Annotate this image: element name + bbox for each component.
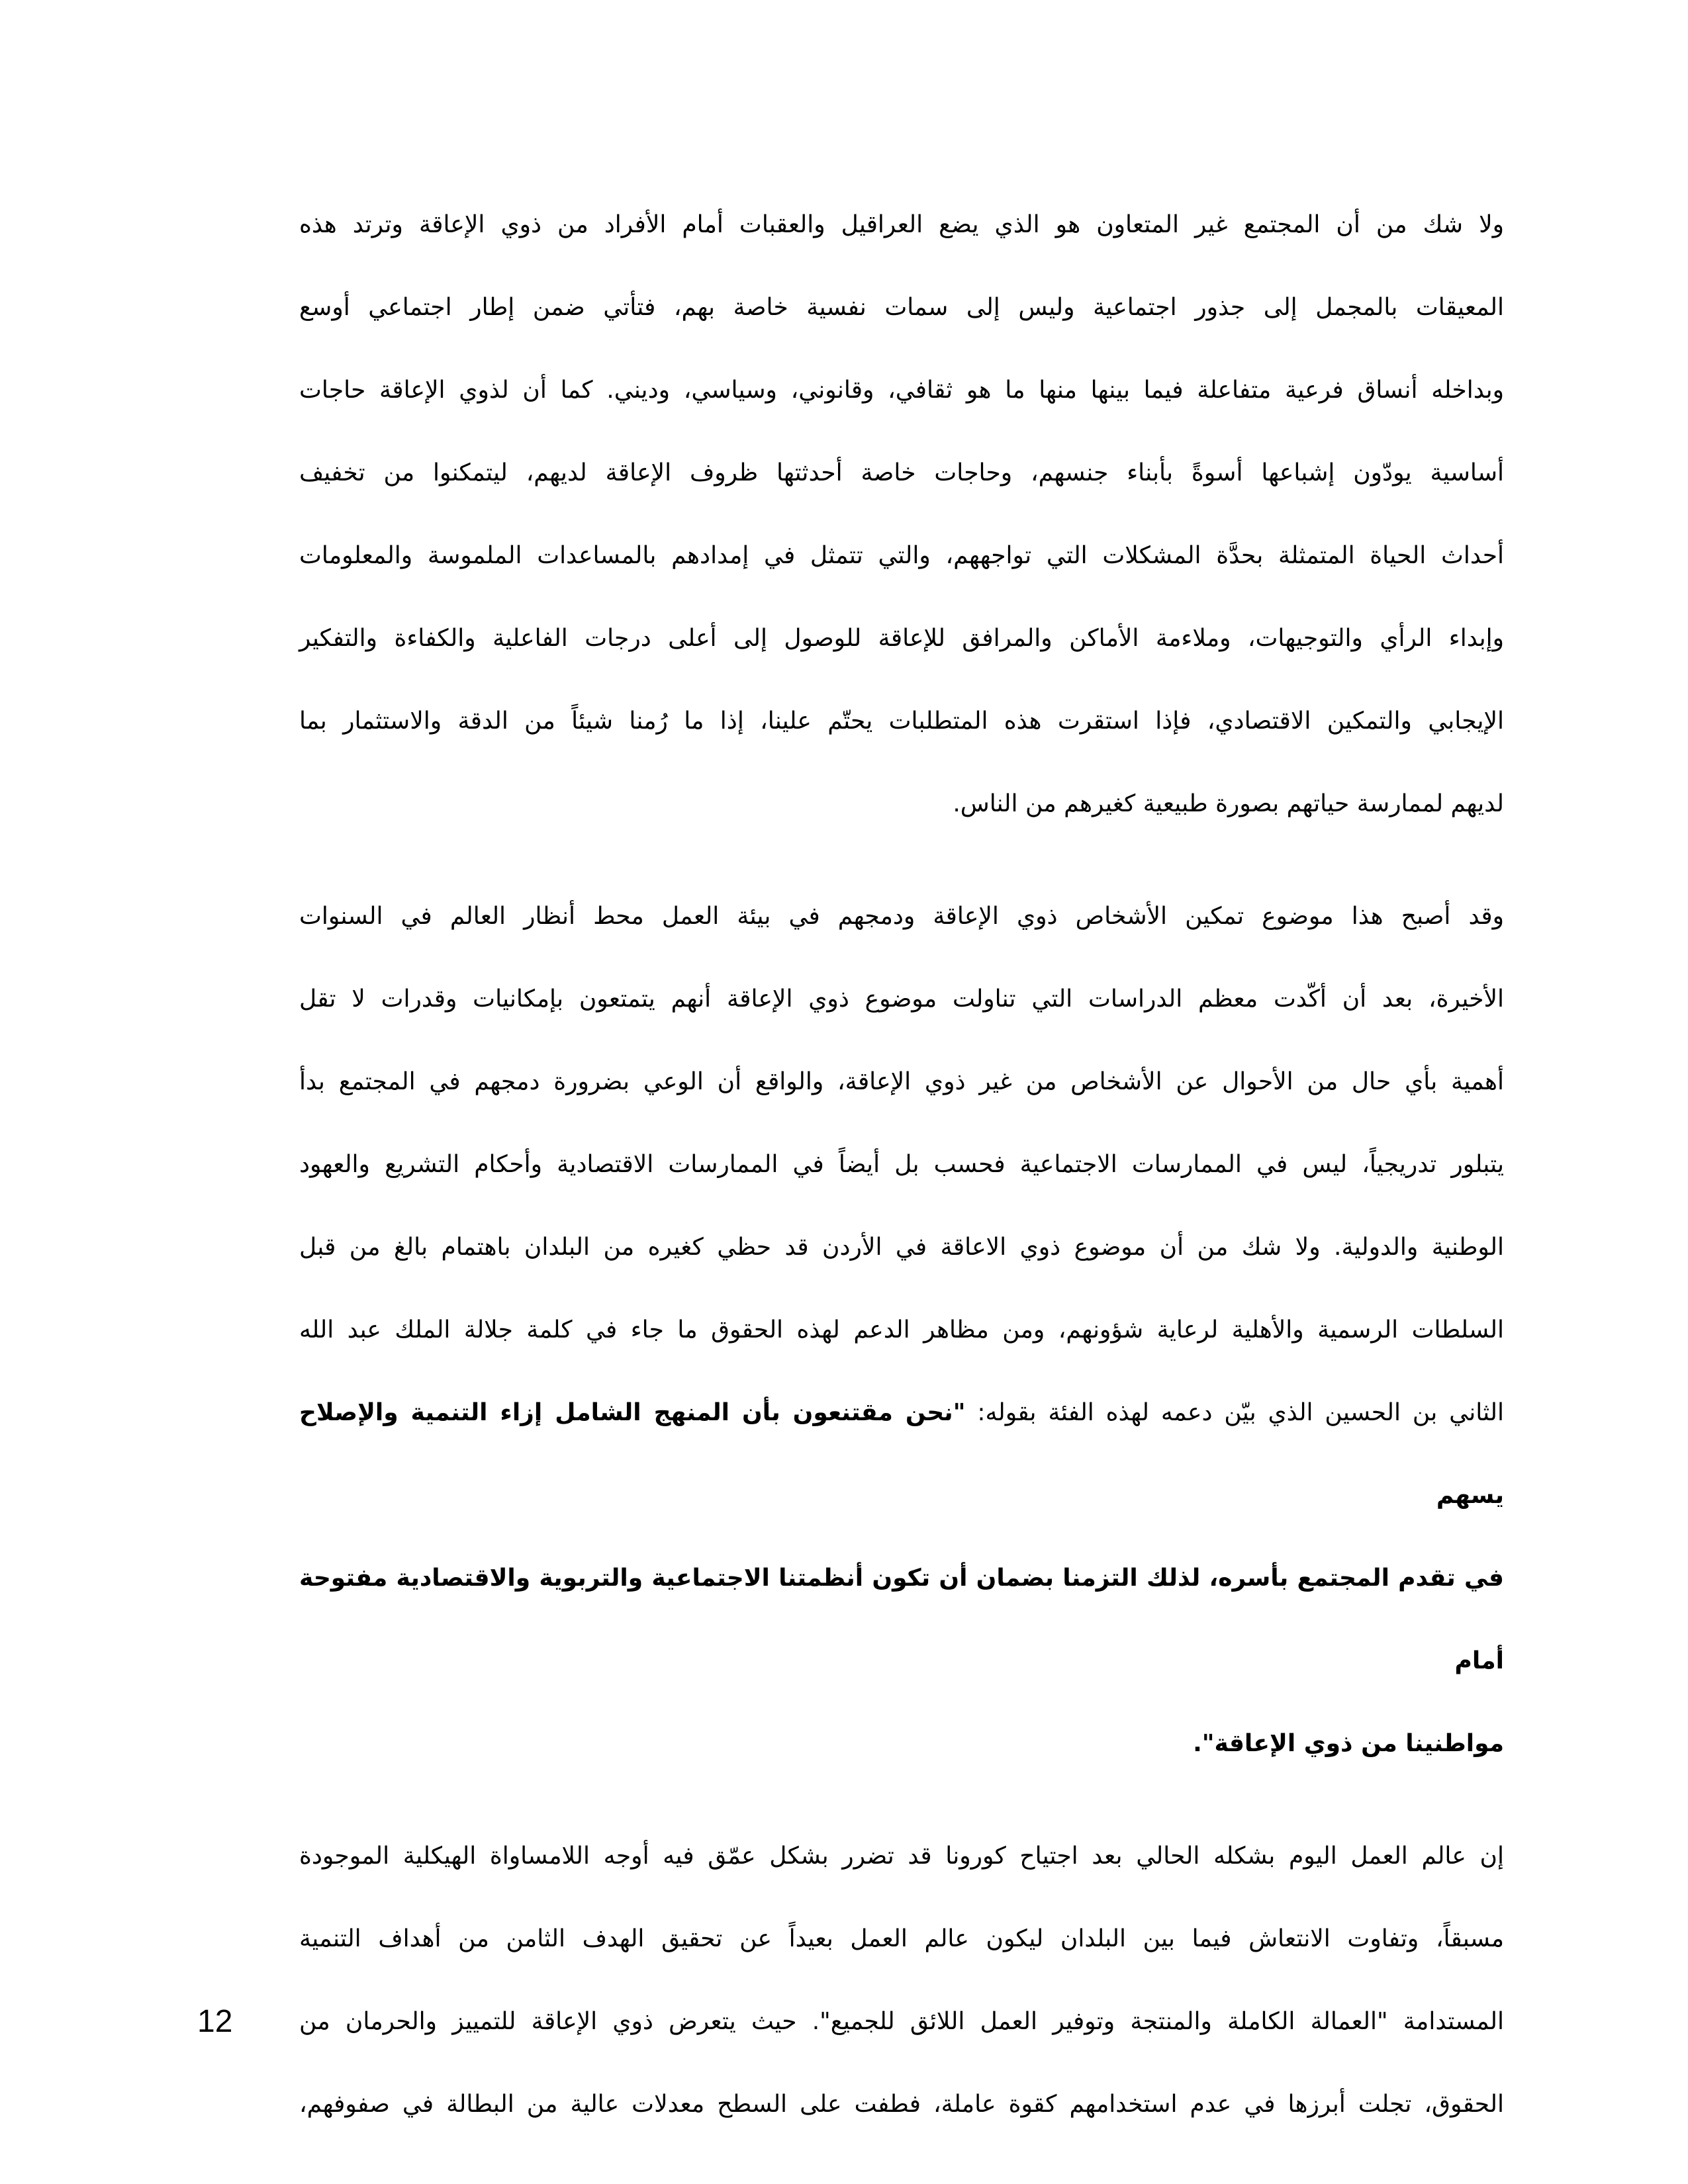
text-segment: المستدامة "العمالة الكاملة والمنتجة وتوفير العمل اللائق للجميع". حيث يتعرض ذوي الإعاقة للتمييز والحرمان من [299, 2008, 1504, 2035]
text-line [299, 875, 1504, 958]
text-line [299, 1123, 1504, 1206]
text-segment: المعيقات بالمجمل إلى جذور اجتماعية وليس إلى سمات نفسية خاصة بهم، فتأتي ضمن إطار اجتماعي أوسع [299, 294, 1504, 321]
text-segment: الإيجابي والتمكين الاقتصادي، فإذا استقرت هذه المتطلبات يحتّم علينا، إذا ما رُمنا شيئاً من الدقة والاستثمار بما [299, 707, 1504, 735]
text-segment: السلطات الرسمية والأهلية لرعاية شؤونهم، ومن مظاهر الدعم لهذه الحقوق ما جاء في كلمة جلالة الملك عبد الله [299, 1316, 1504, 1343]
text-segment: الثاني بن الحسين الذي بيّن دعمه لهذه الفئة بقوله: [965, 1399, 1505, 1426]
text-segment: أهمية بأي حال من الأحوال عن الأشخاص من غير ذوي الإعاقة، والواقع أن الوعي بضرورة دمجهم في المجتمع بدأ [299, 1068, 1504, 1095]
text-segment: وإبداء الرأي والتوجيهات، وملاءمة الأماكن والمرافق للإعاقة للوصول إلى أعلى درجات الفاعلية والكفاءة والتفكير [299, 625, 1504, 652]
text-line [299, 1289, 1504, 1371]
text-line [299, 1371, 1504, 1537]
text-line [299, 1537, 1504, 1702]
text-line [299, 762, 1504, 845]
text-segment: الحقوق، تجلت أبرزها في عدم استخدامهم كقوة عاملة، فطفت على السطح معدلات عالية من البطالة في صفوفهم، [299, 2091, 1504, 2118]
text-segment: الأخيرة، بعد أن أكّدت معظم الدراسات التي تناولت موضوع ذوي الإعاقة أنهم يتمتعون بإمكانيات وقدرات لا تقل [299, 985, 1504, 1013]
text-line [299, 432, 1504, 514]
text-line [299, 1980, 1504, 2063]
text-segment: ولا شك من أن المجتمع غير المتعاون هو الذي يضع العراقيل والعقبات أمام الأفراد من ذوي الإعاقة وترتد هذه [299, 211, 1504, 238]
document-text [299, 183, 1504, 2175]
text-segment: إن عالم العمل اليوم بشكله الحالي بعد اجتياح كورونا قد تضرر بشكل عمّق فيه أوجه اللامساواة الهيكلية الموجودة [299, 1843, 1504, 1870]
paragraph [299, 1815, 1504, 2146]
text-line [299, 349, 1504, 432]
text-segment: يتبلور تدريجياً، ليس في الممارسات الاجتماعية فحسب بل أيضاً في الممارسات الاقتصادية وأحكام التشريع والعهود [299, 1151, 1504, 1178]
text-segment: وقد أصبح هذا موضوع تمكين الأشخاص ذوي الإعاقة ودمجهم في بيئة العمل محط أنظار العالم في السنوات [299, 903, 1504, 930]
paragraph [299, 875, 1504, 1785]
bold-text-segment: مواطنينا من ذوي الإعاقة". [1193, 1730, 1504, 1757]
text-segment: أحداث الحياة المتمثلة بحدَّة المشكلات التي تواجههم، والتي تتمثل في إمدادهم بالمساعدات الملموسة والمعلومات [299, 542, 1504, 569]
text-line [299, 1206, 1504, 1289]
text-line [299, 514, 1504, 597]
text-segment: الوطنية والدولية. ولا شك من أن موضوع ذوي الاعاقة في الأردن قد حظي كغيره من البلدان باهتمام بالغ من قبل [299, 1234, 1504, 1261]
text-line [299, 1815, 1504, 1897]
bold-text-segment: "نحن مقتنعون بأن المنهج الشامل إزاء التنمية والإصلاح يسهم [299, 1399, 1504, 1509]
text-line [299, 1040, 1504, 1123]
text-segment: لديهم لممارسة حياتهم بصورة طبيعية كغيرهم من الناس. [953, 790, 1504, 817]
text-line [299, 266, 1504, 349]
text-line [299, 1897, 1504, 1980]
text-segment: وبداخله أنساق فرعية متفاعلة فيما بينها منها ما هو ثقافي، وقانوني، وسياسي، وديني. كما أن لذوي الإعاقة حاجات [299, 377, 1504, 404]
text-line [299, 1702, 1504, 1785]
text-segment: أساسية يودّون إشباعها أسوةً بأبناء جنسهم، وحاجات خاصة أحدثتها ظروف الإعاقة لديهم، ليتمكنوا من تخفيف [299, 459, 1504, 486]
text-line [299, 958, 1504, 1040]
text-line [299, 2063, 1504, 2146]
bold-text-segment: في تقدم المجتمع بأسره، لذلك التزمنا بضمان أن تكون أنظمتنا الاجتماعية والتربوية والاقتصادية مفتوحة أمام [299, 1565, 1504, 1674]
text-line [299, 183, 1504, 266]
text-segment: مسبقاً، وتفاوت الانتعاش فيما بين البلدان ليكون عالم العمل بعيداً عن تحقيق الهدف الثامن من أهداف التنمية [299, 1925, 1504, 1952]
page-number: 12 [197, 2004, 233, 2039]
paragraph [299, 183, 1504, 845]
text-line [299, 597, 1504, 680]
text-line [299, 680, 1504, 762]
